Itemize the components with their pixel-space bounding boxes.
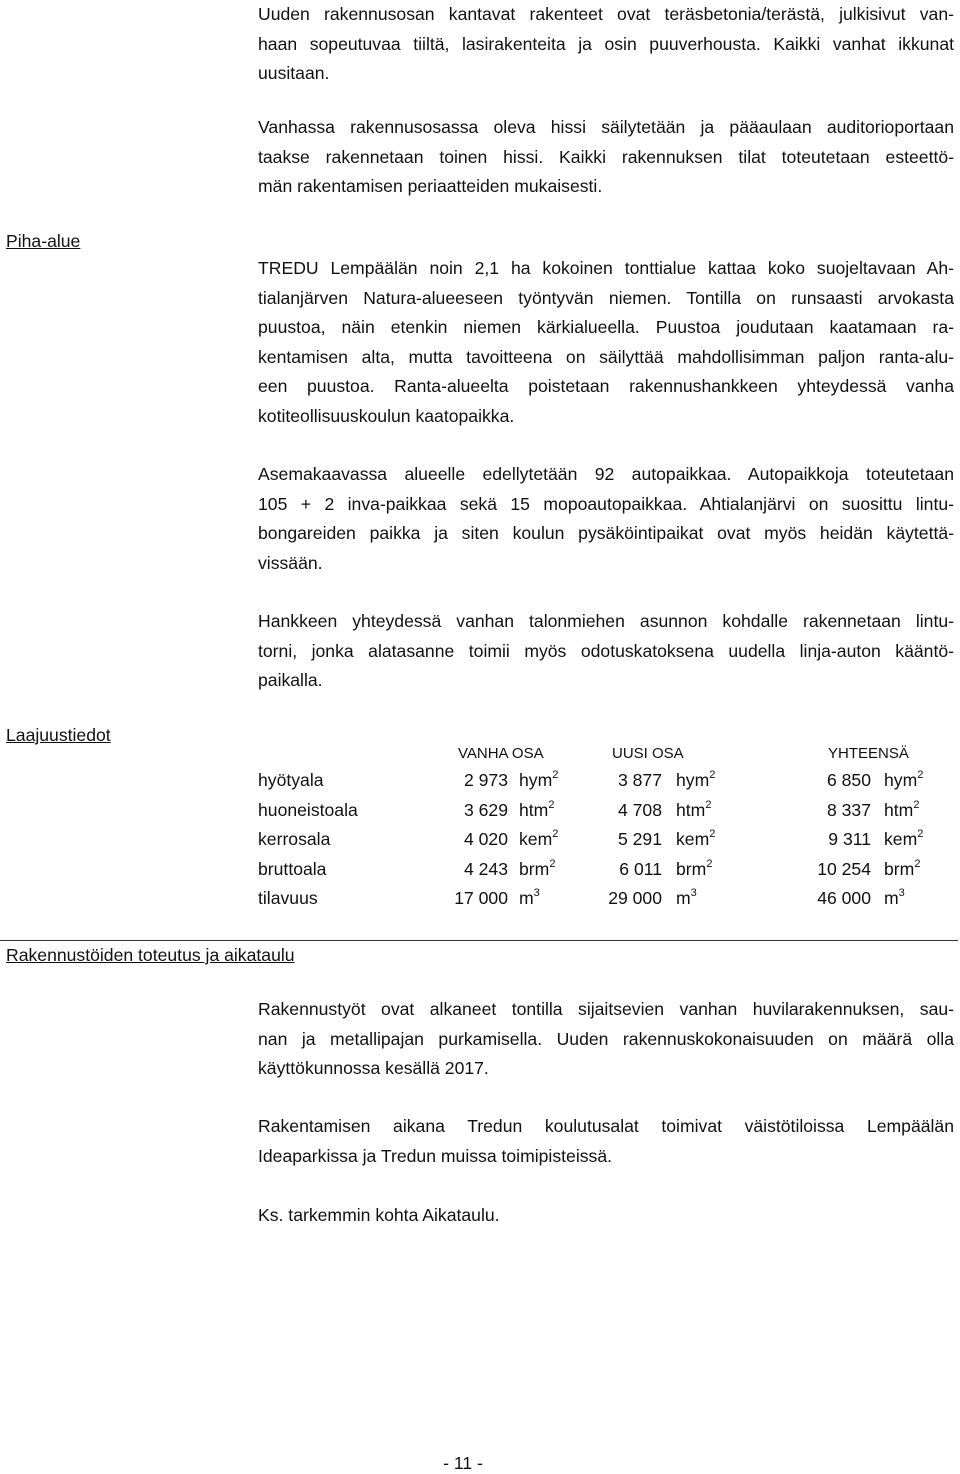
area-new-value: 6 011 [619, 859, 662, 879]
text-line: bongareiden paikka ja siten koulun pysäköintipaikat ovat myös heidän käytettä- [258, 523, 954, 543]
area-name: hyötyala [258, 770, 324, 790]
area-old-value: 4 243 [463, 859, 508, 879]
area-old-unit: kem$^2$ [519, 828, 559, 849]
toteutus-paragraph-2 [258, 1112, 954, 1171]
area-new-value: 4 708 [617, 800, 662, 820]
piha-paragraph-2 [258, 460, 954, 578]
area-old-value: 4 020 [463, 829, 508, 849]
text-line: vissään. [258, 552, 323, 573]
area-total-value: 6 850 [826, 770, 871, 790]
area-old-unit: $m^3$ [519, 887, 540, 908]
area-row [0, 884, 960, 914]
text-line: män rakentamisen periaatteiden mukaisesti. [258, 176, 603, 196]
area-total-value: 46 000 [817, 888, 871, 908]
area-new-unit: hym$^2$ [676, 769, 716, 790]
toteutus-paragraph-3 [258, 1201, 954, 1231]
area-new-value: 29 000 [608, 888, 662, 908]
area-name: tilavuus [258, 888, 318, 908]
intro-paragraph-1 [258, 0, 954, 89]
text-line: Ideaparkissa ja Tredun muissa toimipisteissä. [258, 1145, 612, 1166]
text-line: taakse rakennetaan toinen hissi. Kaikki rakennuksen tilat toteutetaan esteettö- [258, 146, 954, 167]
area-new-unit: htm$^2$ [676, 799, 712, 820]
text-line: Uuden rakennusosan kantavat rakenteet ovat teräsbetonia/terästä, julkisivut van- [258, 4, 954, 24]
text-line: Rakennustyöt ovat alkaneet tontilla sijaitsevien vanhan huvilarakennuksen, sau- [258, 999, 954, 1019]
area-new-unit: brm$^2$ [676, 858, 713, 879]
text-line: uusitaan. [258, 63, 330, 83]
text-line: Vanhassa rakennusosassa oleva hissi säilytetään ja pääaulaan auditorioportaan [258, 117, 954, 137]
section-label-laajuustiedot: Laajuustiedot [6, 725, 111, 745]
text-line: Ks. tarkemmin kohta Aikataulu. [258, 1205, 500, 1225]
area-name: bruttoala [258, 859, 327, 879]
section-label-toteutus: Rakennustöiden toteutus ja aikataulu [6, 945, 295, 965]
area-row [0, 855, 960, 885]
area-total-value: 9 311 [828, 829, 871, 849]
text-line: käyttökunnossa kesällä 2017. [258, 1058, 489, 1078]
area-total-value: 10 254 [817, 859, 871, 879]
area-row [0, 825, 960, 855]
section-label-piha-alue: Piha-alue [6, 231, 81, 251]
text-line: een puustoa. Ranta-alueelta poistetaan rakennushankkeen yhteydessä vanha [258, 376, 954, 396]
text-line: kentamisen alta, mutta tavoitteena on säilyttää mahdollisimman paljon ranta-alu- [258, 346, 954, 367]
area-row [0, 796, 960, 826]
area-old-value: 3 629 [463, 800, 508, 820]
text-line: puustoa, näin etenkin niemen kärkialueella. Puustoa joudutaan kaatamaan ra- [258, 317, 954, 337]
text-line: Rakentamisen aikana Tredun koulutusalat toimivat väistötiloissa Lempäälän [258, 1116, 954, 1136]
page-number: - 11 - [443, 1453, 483, 1473]
text-line: Asemakaavassa alueelle edellytetään 92 autopaikkaa. Autopaikkoja toteutetaan [258, 464, 954, 484]
area-total-unit: htm$^2$ [884, 799, 920, 820]
area-old-value: 17 000 [454, 888, 508, 908]
text-line: nan ja metallipajan purkamisella. Uuden rakennuskokonaisuuden on määrä olla [258, 1028, 954, 1049]
area-new-value: 3 877 [617, 770, 662, 790]
text-line: tialanjärven Natura-alueeseen työntyvän niemen. Tontilla on runsaasti arvokasta [258, 287, 954, 308]
area-new-unit: $m^3$ [676, 887, 697, 908]
area-total-unit: $m^3$ [884, 887, 905, 908]
text-line: kotiteollisuuskoulun kaatopaikka. [258, 405, 515, 426]
area-total-value: 8 337 [826, 800, 871, 820]
piha-paragraph-1 [258, 254, 954, 431]
intro-paragraph-2 [258, 113, 954, 202]
column-header-old: VANHA OSA [458, 745, 544, 762]
area-total-unit: hym$^2$ [884, 769, 924, 790]
area-old-unit: hym$^2$ [519, 769, 559, 790]
area-old-value: 2 973 [463, 770, 508, 790]
text-line: TREDU Lempäälän noin 2,1 ha kokoinen tonttialue kattaa koko suojeltavaan Ah- [258, 258, 954, 278]
text-line: paikalla. [258, 670, 323, 690]
text-line: haan sopeutuvaa tiiltä, lasirakenteita ja osin puuverhousta. Kaikki vanhat ikkunat [258, 33, 954, 54]
area-new-unit: kem$^2$ [676, 828, 716, 849]
column-header-new: UUSI OSA [612, 745, 684, 762]
piha-paragraph-3 [258, 607, 954, 696]
area-old-unit: brm$^2$ [519, 858, 556, 879]
area-old-unit: htm$^2$ [519, 799, 555, 820]
toteutus-paragraph-1 [258, 995, 954, 1084]
text-line: torni, jonka alatasanne toimii myös odotuskatoksena uudella linja-auton kääntö- [258, 640, 954, 661]
section-divider [0, 940, 958, 941]
area-name: kerrosala [258, 829, 331, 849]
area-name: huoneistoala [258, 800, 358, 820]
area-total-unit: kem$^2$ [884, 828, 924, 849]
area-total-unit: brm$^2$ [884, 858, 921, 879]
text-line: Hankkeen yhteydessä vanhan talonmiehen asunnon kohdalle rakennetaan lintu- [258, 611, 954, 631]
column-header-total: YHTEENSÄ [828, 745, 909, 762]
area-new-value: 5 291 [617, 829, 662, 849]
area-row [0, 766, 960, 796]
text-line: 105 + 2 inva-paikkaa sekä 15 mopoautopaikkaa. Ahtialanjärvi on suosittu lintu- [258, 493, 954, 514]
